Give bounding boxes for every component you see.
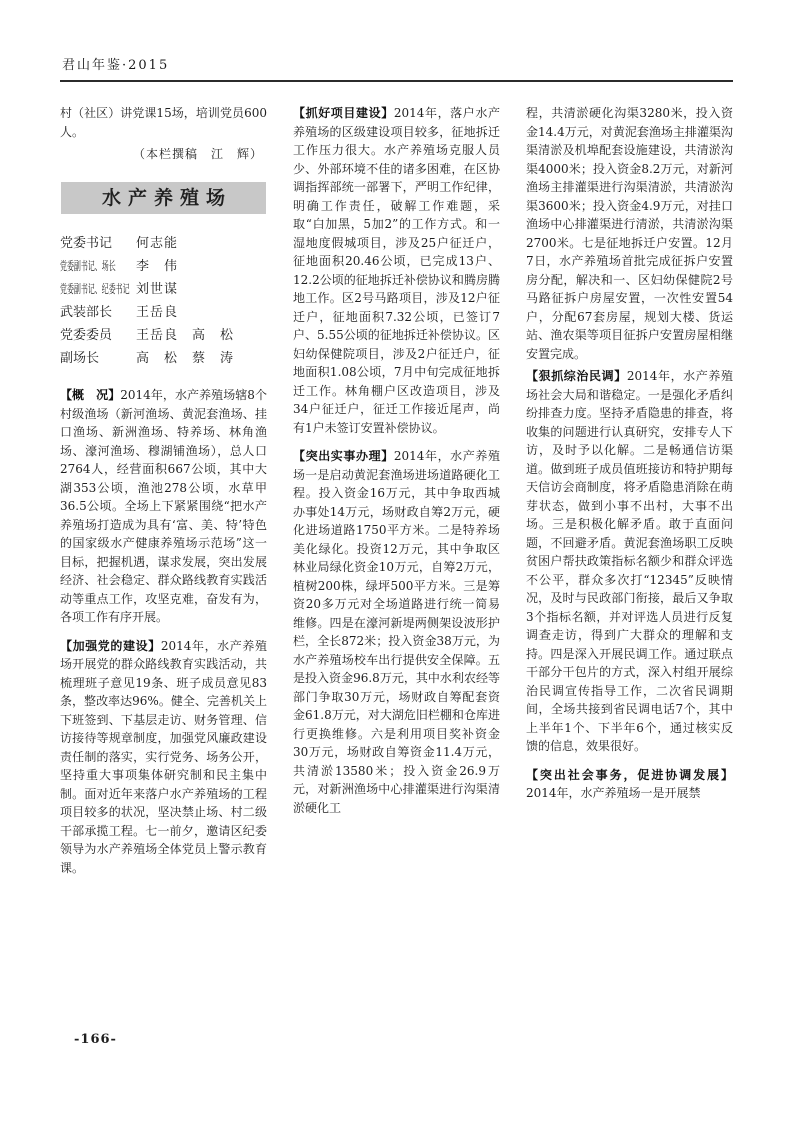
- running-head: [60, 54, 733, 73]
- staff-row: [60, 278, 267, 301]
- paragraph-head: 【概 况】: [60, 388, 121, 402]
- staff-row: [60, 301, 267, 324]
- continuation-paragraph: 村（社区）讲党课15场，培训党员600人。: [60, 106, 267, 139]
- staff-row: [60, 255, 267, 278]
- column-2: [293, 104, 500, 1042]
- staff-role: 武装部长: [60, 305, 113, 320]
- byline: （本栏撰稿 江 辉）: [132, 147, 263, 161]
- paragraph-party-building: [60, 637, 267, 878]
- staff-row: [60, 324, 267, 347]
- paragraph-body: 2014年，水产养殖场一是启动黄泥套渔场进场道路硬化工程。投入资金16万元，其中争取西城办事处14万元，场财政自筹2万元，硬化进场道路1750平方米。二是特养场美化绿化。投资12万元，其中争取区林业局绿化资金10万元，自筹2万元，植树200株，绿坪500平方米。三是筹资20多万元对全场道路进行统一简易维修。四是在濠河新堤两侧架设波形护栏，全长872米；投入资金38万元，为水产养殖场校车出行提供安全保障。五是投入资金96.8万元，其中水利农经等部门争取30万元，场财政自筹配套资金61.8万元，对大湖危旧栏棚和仓库进行更换维修。六是利用项目奖补资金30万元，场财政自筹资金11.4万元，共清淤13580米；投入资金26.9万元，对新洲渔场中心排灌渠进行沟渠清淤硬化工: [293, 449, 500, 815]
- paragraph-body: 2014年，水产养殖场开展党的群众路线教育实践活动，共梳理班子意见19条、班子成员意见83条，整改率达96%。健全、完善机关上下班签到、下基层走访、财务管理、信访接待等规章制度，加强党风廉政建设责任制的落实，实行党务、场务公开，坚持重大事项集体研究制和民主集中制。面对近年来落户水产养殖场的工程项目较多的状况，坚决禁止场、村二级干部承揽工程。七一前夕，邀请区纪委领导为水产养殖场全体党员上警示教育课。: [60, 638, 267, 875]
- staff-names: 高 松 蔡 涛: [136, 351, 235, 366]
- paragraph-body: 2014年，水产养殖场一是开展禁: [526, 786, 701, 800]
- continuation-paragraph: 程，共清淤硬化沟渠3280米，投入资金14.4万元，对黄泥套渔场主排灌渠沟渠清淤及机埠配套设施建设，共清淤沟渠4000米；投入资金8.2万元，对新河渔场主排灌渠进行沟渠清淤，共清淤沟渠3600米；投入资金4.9万元，对挂口渔场中心排灌渠进行清淤，共清淤沟渠2700米。七是征地拆迁户安置。12月7日，水产养殖场首批完成征拆户安置房分配，解决和一、区妇幼保健院2号马路征拆户房屋安置，一次性安置54户，分配67套房屋，规划大楼、货运站、渔农渠等项目征拆户安置房屋相继安置完成。: [526, 106, 733, 361]
- page-number: -166-: [74, 1032, 117, 1047]
- paragraph-social-affairs: [526, 766, 733, 803]
- paragraph-head: 【狠抓综治民调】: [526, 369, 627, 383]
- running-head-title: 君山年鉴·2015: [62, 58, 170, 73]
- staff-role: 党委书记: [60, 236, 113, 251]
- staff-role: 党委副书记、纪委书记: [60, 282, 130, 296]
- column-1: [60, 104, 267, 1042]
- paragraph-head: 【突出实事办理】: [293, 449, 394, 463]
- paragraph-social-governance: [526, 367, 733, 756]
- staff-role: 党委委员: [60, 328, 113, 343]
- staff-names: 王岳良: [136, 305, 179, 320]
- staff-role: 党委副书记、场长: [60, 259, 116, 273]
- section-title: 水产养殖场: [101, 186, 232, 209]
- paragraph-head: 【加强党的建设】: [60, 638, 161, 653]
- paragraph-head: 【抓好项目建设】: [293, 106, 394, 120]
- paragraph-body: 2014年，水产养殖场辖8个村级渔场（新河渔场、黄泥套渔场、挂口渔场、新洲渔场、特养场、林角渔场、濠河渔场、穆湖铺渔场），总人口2764人，经营面积667公顷，其中大湖353公顷，渔池278公顷，水草甲36.5公顷。全场上下紧紧围绕“把水产养殖场打造成为具有‘富、美、特’特色的国家级水产健康养殖场示范场”这一目标，把握机遇，谋求发展，突出发展经济、社会稳定、群众路线教育实践活动等重点工作，攻坚克难，奋发有为，各项工作有序开展。: [60, 388, 267, 624]
- paragraph-head: 【突出社会事务，促进协调发展】: [526, 767, 733, 782]
- section-title-box: [61, 182, 266, 215]
- staff-role: 副场长: [60, 351, 100, 366]
- content-columns: [60, 104, 733, 1042]
- staff-list: [60, 232, 267, 370]
- paragraph-project-construction: [293, 104, 500, 437]
- paragraph-body: 2014年，落户水产养殖场的区级建设项目较多，征地拆迁工作压力很大。水产养殖场克服人员少、外部环境不佳的诸多困难，在区协调指挥部统一部署下，严明工作纪律，明确工作责任，破解工作难题，采取“白加黑，5加2”的工作方式。和一湿地度假城项目，涉及25户征迁户，征地面积20.46公顷，已完成13户、12.2公顷的征地拆迁补偿协议和腾房腾地工作。区2号马路项目，涉及12户征迁户，征地面积7.32公顷，已签订7户、5.55公顷的征地拆迁补偿协议。区妇幼保健院项目，涉及2户征迁户，征地面积1.08公顷，7月中旬完成征地拆迁工作。林角棚户区改造项目，涉及34户征迁户，征迁工作接近尾声，尚有1户未签订安置补偿协议。: [293, 106, 500, 435]
- staff-names: 刘世谋: [136, 282, 179, 297]
- staff-names: 李 伟: [136, 259, 179, 274]
- paragraph-overview: [60, 386, 267, 627]
- paragraph-body: 2014年，水产养殖场社会大局和谐稳定。一是强化矛盾纠纷排查力度。坚持矛盾隐患的排查，将收集的问题进行认真研究，安排专人下访，及时予以化解。二是畅通信访渠道。做到班子成员值班接访和特护期每天信访会商制度，将矛盾隐患消除在萌芽状态，做到小事不出村，大事不出场。三是积极化解矛盾。敢于直面问题，不回避矛盾。黄泥套渔场职工反映贫困户帮扶政策指标名额少和群众评选不公平，群众多次打“12345”反映情况，及时与民政部门衔接，最后又争取3个指标名额，并对评选人员进行反复调查走访，得到广大群众的理解和支持。四是深入开展民调工作。通过联点干部分干包片的方式，深入村组开展综治民调宣传指导工作，二次省民调期间，全场共接到省民调电话7个，其中上半年1个、下半年6个，通过核实反馈的信息，效果很好。: [526, 369, 733, 753]
- paragraph-practical-matters: [293, 447, 500, 817]
- staff-row: [60, 347, 267, 370]
- staff-names: 王岳良 高 松: [136, 328, 235, 343]
- column-3: [526, 104, 733, 1042]
- staff-row: [60, 232, 267, 255]
- header-rule: [60, 80, 733, 82]
- staff-names: 何志能: [136, 236, 179, 251]
